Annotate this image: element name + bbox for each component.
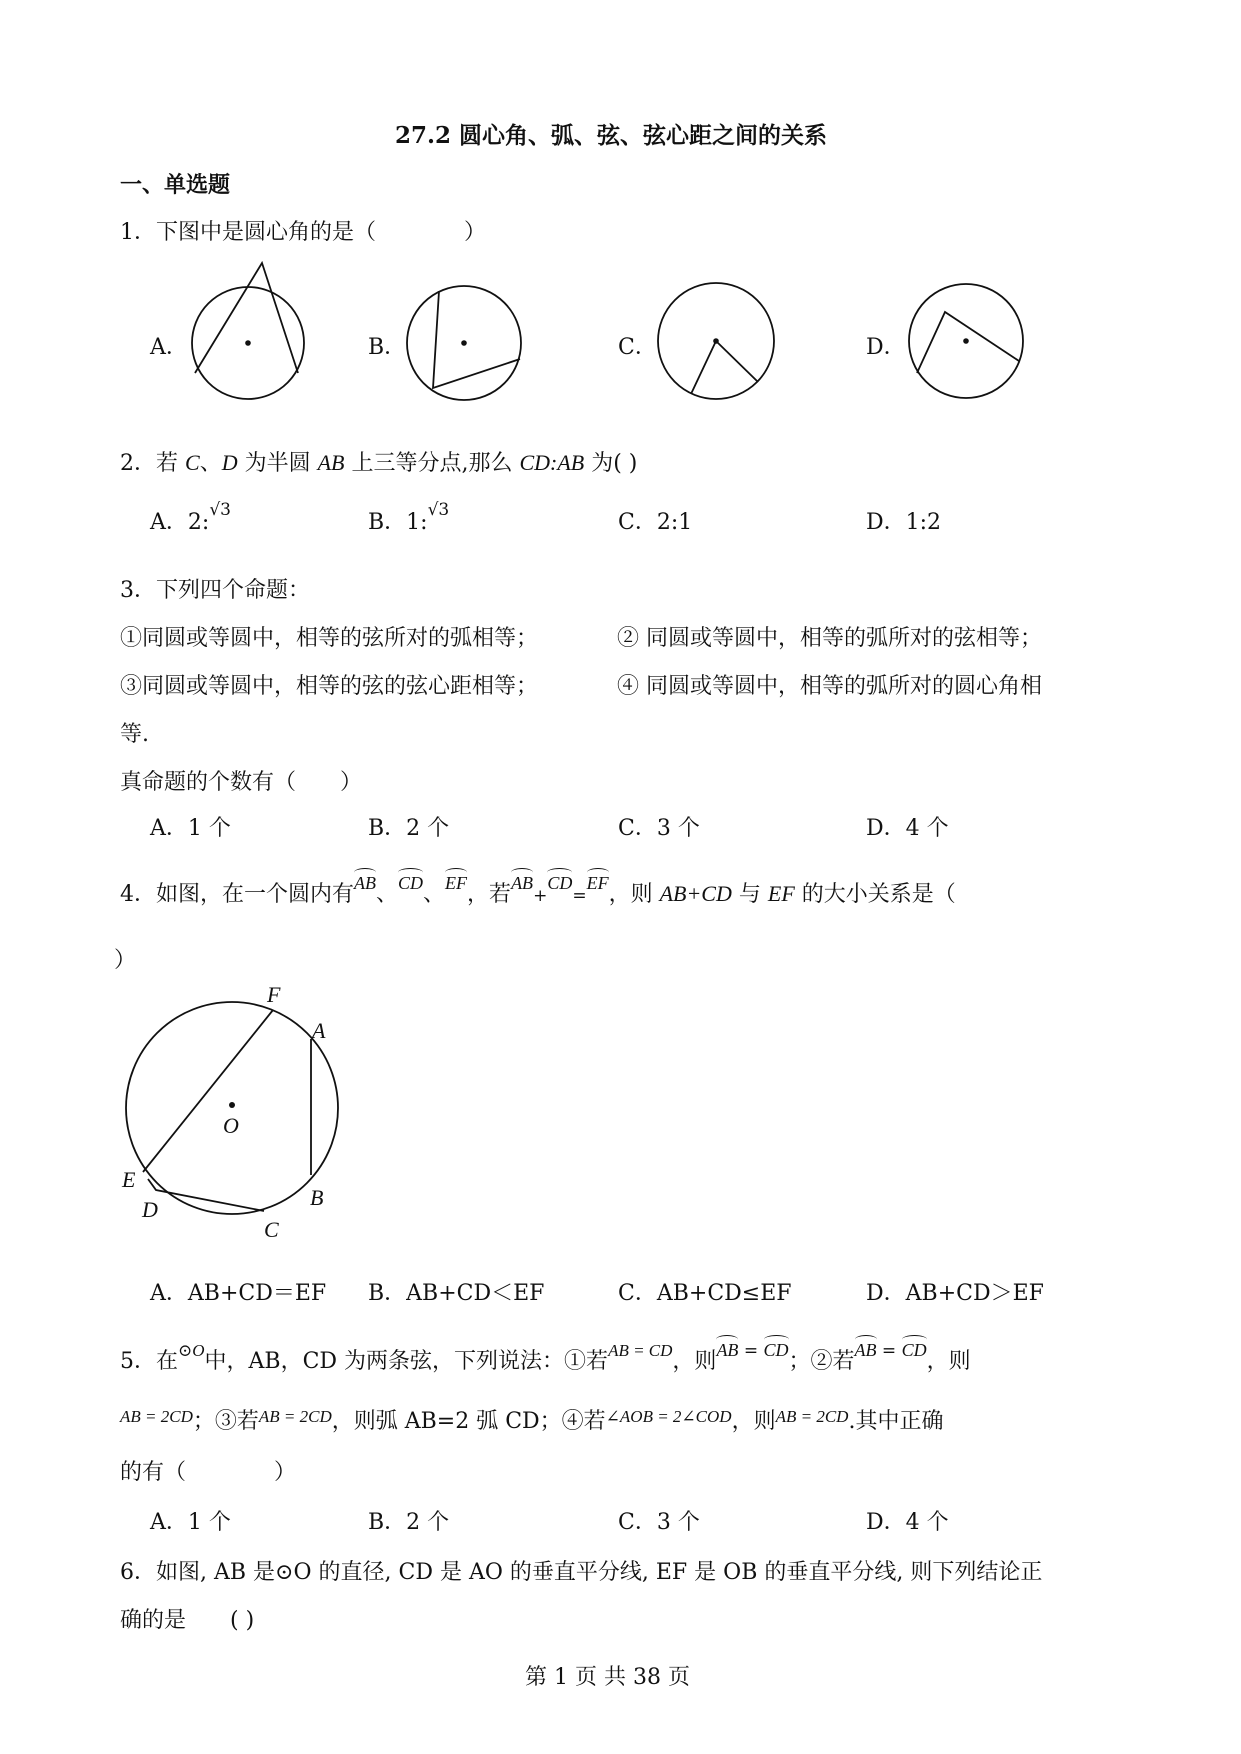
label-E: E (122, 1167, 136, 1192)
q5-line-2: $^{AB = 2CD}$；③若$^{AB = 2CD}$，则弧 AB=2 弧 CD；④若$^{\angle AOB = 2\angle COD}$，则$^{AB = 2CD}$.其中正确 (120, 1407, 944, 1434)
label-O: O (223, 1113, 239, 1138)
q1-option-c: C． (618, 335, 657, 360)
q5-line-1: 5．在$^{⊙O}$中，AB，CD 为两条弦，下列说法：①若$^{AB = CD}$，则AB = CD；②若AB = CD，则 (120, 1347, 971, 1373)
q1-option-a: A． (150, 335, 188, 360)
q1-option-b: B． (368, 335, 407, 360)
q1-option-d: D． (866, 335, 906, 360)
q4-figure (110, 982, 370, 1245)
q3-proposition-3: ③同圆或等圆中，相等的弦的弦心距相等； (120, 674, 539, 699)
label-B: B (310, 1185, 324, 1210)
q2-stem: 2．若 C、D 为半圆 AB 上三等分点,那么 CD:AB 为( ) (120, 450, 638, 476)
section-heading: 一、单选题 (120, 172, 231, 198)
q1-figure-b (405, 285, 525, 405)
q4-option-c: C．AB+CD≤EF (618, 1281, 792, 1306)
label-F: F (267, 982, 281, 1007)
q3-ask: 真命题的个数有（ ） (120, 770, 363, 795)
q1-figure-d (905, 283, 1029, 407)
q3-option-c: C．3 个 (618, 816, 700, 841)
q4-stem-close: ） (114, 948, 137, 973)
label-A: A (312, 1018, 326, 1043)
q5-option-c: C．3 个 (618, 1510, 700, 1535)
q1-figure-a (190, 255, 310, 405)
q5-option-b: B．2 个 (368, 1510, 450, 1535)
q5-line-3: 的有（ ） (120, 1460, 297, 1485)
q2-option-b: B．1:$^{√3}$ (368, 500, 450, 535)
q3-proposition-4-cont: 等. (120, 722, 149, 747)
q5-option-a: A．1 个 (150, 1510, 231, 1535)
q4-option-d: D．AB+CD＞EF (866, 1281, 1044, 1306)
q1-figure-c (655, 281, 779, 405)
q4-option-b: B．AB+CD＜EF (368, 1281, 545, 1306)
q6-line-1: 6．如图, AB 是⊙O 的直径, CD 是 AO 的垂直平分线, EF 是 OB 的垂直平分线, 则下列结论正 (120, 1560, 1043, 1585)
q2-option-d: D．1:2 (866, 510, 942, 535)
q4-stem: 4．如图，在一个圆内有AB、CD、EF，若AB+CD=EF，则 AB+CD 与 EF 的大小关系是（ (120, 880, 956, 906)
q3-option-b: B．2 个 (368, 816, 450, 841)
q2-option-a: A．2:$^{√3}$ (150, 500, 231, 535)
q1-stem: 1．下图中是圆心角的是（ ） (120, 220, 486, 245)
q4-option-a: A．AB+CD＝EF (150, 1281, 327, 1306)
label-C: C (264, 1217, 279, 1242)
page-title: 27.2 圆心角、弧、弦、弦心距之间的关系 (395, 122, 828, 149)
q2-option-c: C．2:1 (618, 510, 693, 535)
label-D: D (142, 1197, 158, 1222)
q3-proposition-1: ①同圆或等圆中，相等的弦所对的弧相等； (120, 626, 539, 651)
q3-option-a: A．1 个 (150, 816, 231, 841)
q6-line-2: 确的是 ( ) (120, 1608, 255, 1633)
q3-stem: 3．下列四个命题： (120, 578, 310, 603)
q3-proposition-4: ④ 同圆或等圆中，相等的弧所对的圆心角相 (617, 674, 1042, 699)
q3-option-d: D．4 个 (866, 816, 949, 841)
q5-option-d: D．4 个 (866, 1510, 949, 1535)
page-footer: 第 1 页 共 38 页 (525, 1665, 690, 1690)
q3-proposition-2: ② 同圆或等圆中，相等的弧所对的弦相等； (617, 626, 1042, 651)
